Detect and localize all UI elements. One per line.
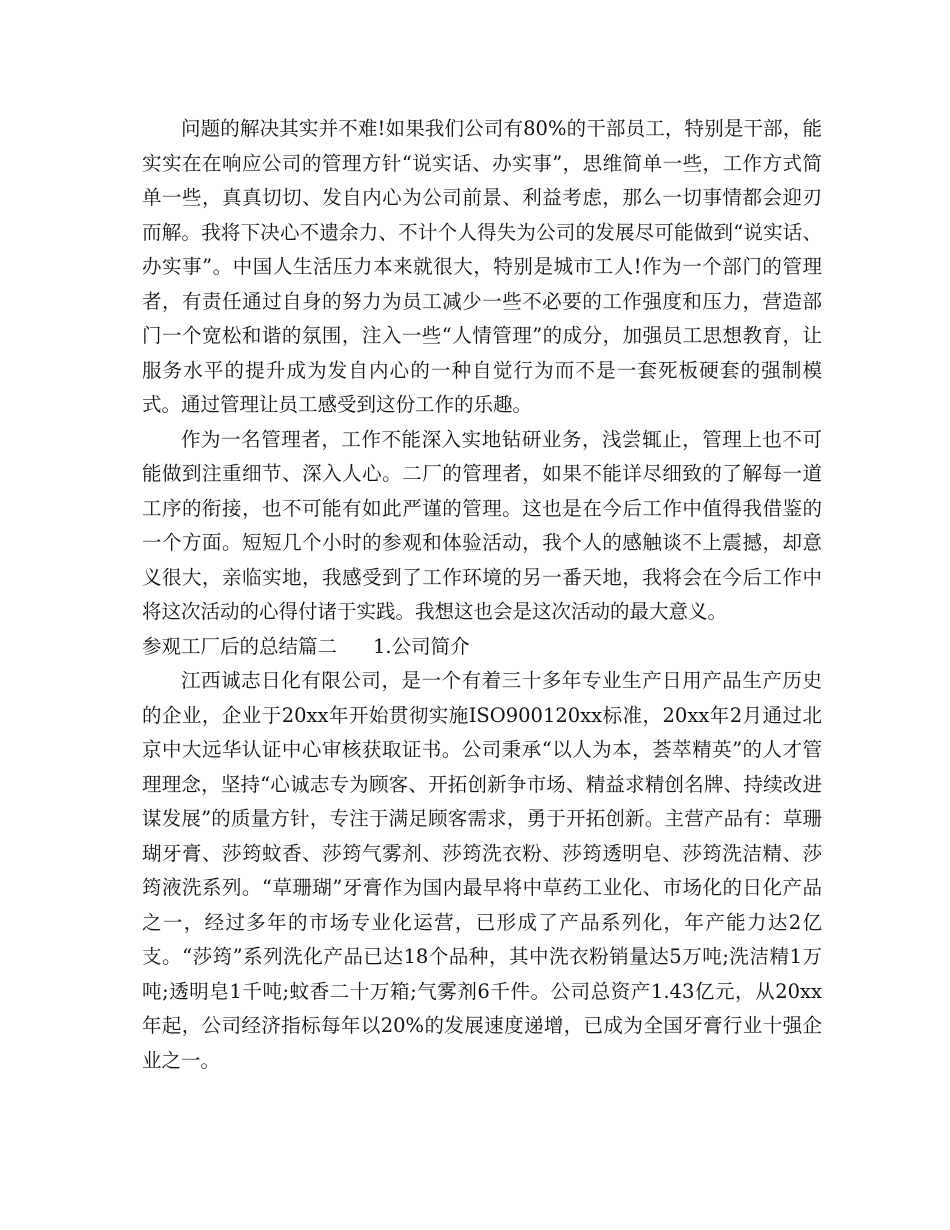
paragraph-company-profile: 江西诚志日化有限公司，是一个有着三十多年专业生产日用产品生产历史的企业，企业于20xx年开始贯彻实施ISO900120xx标准，20xx年2月通过北京中大远华认证中心审核获取证书。公司秉承“以人为本，荟萃精英”的人才管理理念，坚持“心诚志专为顾客、开拓创新争市场、精益求精创名牌、持续改进谋发展”的质量方针，专注于满足顾客需求，勇于开拓创新。主营产品有：草珊瑚牙膏、莎筠蚊香、莎筠气雾剂、莎筠洗衣粉、莎筠透明皂、莎筠洗洁精、莎筠液洗系列。“草珊瑚”牙膏作为国内最早将中草药工业化、市场化的日化产品之一，经过多年的市场专业化运营，已形成了产品系列化，年产能力达2亿支。“莎筠”系列洗化产品已达18个品种，其中洗衣粉销量达5万吨;洗洁精1万吨;透明皂1千吨;蚊香二十万箱;气雾剂6千件。公司总资产1.43亿元，从20xx年起，公司经济指标每年以20%的发展速度递增，已成为全国牙膏行业十强企业之一。 bbox=[142, 669, 822, 1072]
paragraph-manager-reflection: 作为一名管理者，工作不能深入实地钻研业务，浅尝辄止，管理上也不可能做到注重细节、深入人心。二厂的管理者，如果不能详尽细致的了解每一道工序的衔接，也不可能有如此严谨的管理。这也是在今后工作中值得我借鉴的一个方面。短短几个小时的参观和体验活动，我个人的感触谈不上震撼，却意义很大，亲临实地，我感受到了工作环境的另一番天地，我将会在今后工作中将这次活动的心得付诸于实践。我想这也会是这次活动的最大意义。 bbox=[142, 427, 822, 623]
document-body bbox=[142, 112, 822, 1078]
section-title: 参观工厂后的总结篇二 bbox=[142, 634, 338, 658]
subsection-title: 1.公司简介 bbox=[373, 634, 470, 658]
section-heading bbox=[142, 630, 822, 665]
paragraph-management-approach: 问题的解决其实并不难!如果我们公司有80%的干部员工，特别是干部，能实实在在响应公司的管理方针“说实话、办实事”，思维简单一些，工作方式简单一些，真真切切、发自内心为公司前景、利益考虑，那么一切事情都会迎刃而解。我将下决心不遗余力、不计个人得失为公司的发展尽可能做到“说实话、办实事”。中国人生活压力本来就很大，特别是城市工人!作为一个部门的管理者，有责任通过自身的努力为员工减少一些不必要的工作强度和压力，营造部门一个宽松和谐的氛围，注入一些“人情管理”的成分，加强员工思想教育，让服务水平的提升成为发自内心的一种自觉行为而不是一套死板硬套的强制模式。通过管理让员工感受到这份工作的乐趣。 bbox=[142, 117, 822, 416]
